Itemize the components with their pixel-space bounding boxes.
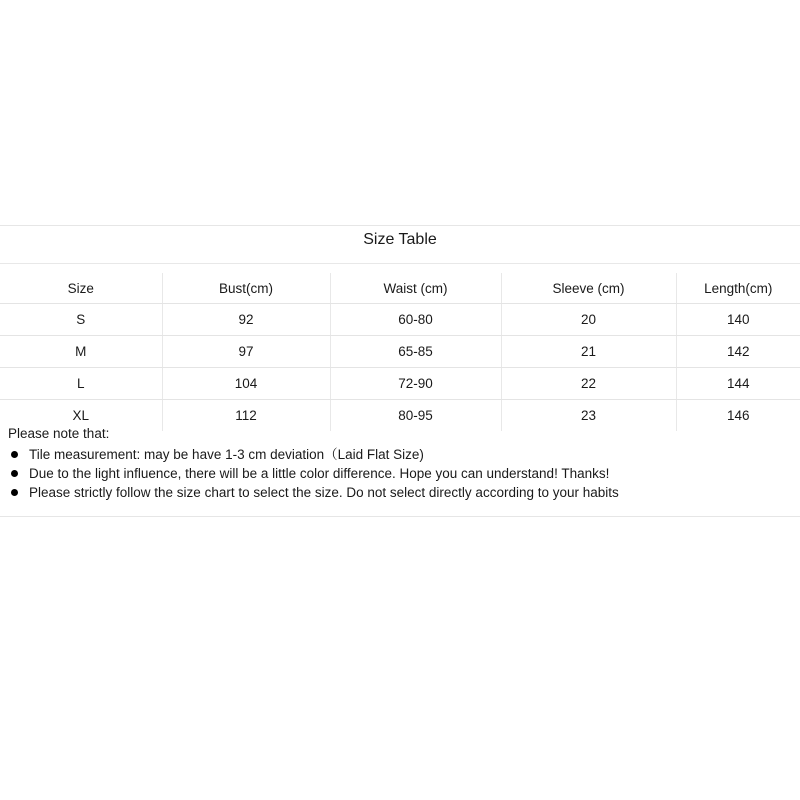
list-item (8, 464, 793, 483)
column-header-length: Length(cm) (676, 273, 800, 304)
list-item (8, 445, 793, 464)
waist-cell: 65-85 (330, 336, 501, 368)
bullet-icon (11, 470, 18, 477)
waist-cell: 72-90 (330, 368, 501, 400)
bust-cell: 92 (162, 304, 330, 336)
sleeve-cell: 21 (501, 336, 676, 368)
note-text: Tile measurement: may be have 1-3 cm deviation（Laid Flat Size) (29, 447, 424, 462)
bullet-icon (11, 489, 18, 496)
note-text: Due to the light influence, there will be a little color difference. Hope you can understand! Thanks! (29, 466, 610, 481)
size-cell: S (0, 304, 162, 336)
notes-heading: Please note that: (8, 426, 110, 441)
sleeve-cell: 20 (501, 304, 676, 336)
column-header-waist: Waist (cm) (330, 273, 501, 304)
column-header-bust: Bust(cm) (162, 273, 330, 304)
table-header-row (0, 273, 800, 304)
waist-cell: 60-80 (330, 304, 501, 336)
bullet-icon (11, 451, 18, 458)
waist-cell: 80-95 (330, 400, 501, 432)
table-row (0, 304, 800, 336)
bust-cell: 112 (162, 400, 330, 432)
length-cell: 140 (676, 304, 800, 336)
table-row (0, 368, 800, 400)
notes-section (8, 425, 793, 502)
sleeve-cell: 23 (501, 400, 676, 432)
notes-list (8, 445, 793, 502)
size-table (0, 273, 800, 431)
length-cell: 146 (676, 400, 800, 432)
size-table-title: Size Table (363, 231, 437, 248)
length-cell: 144 (676, 368, 800, 400)
size-cell: L (0, 368, 162, 400)
bust-cell: 104 (162, 368, 330, 400)
column-header-sleeve: Sleeve (cm) (501, 273, 676, 304)
size-cell: M (0, 336, 162, 368)
title-divider (0, 263, 800, 264)
table-row (0, 336, 800, 368)
size-chart (0, 225, 800, 517)
size-cell: XL (72, 408, 89, 423)
column-header-size: Size (0, 273, 162, 304)
length-cell: 142 (676, 336, 800, 368)
bust-cell: 97 (162, 336, 330, 368)
note-text: Please strictly follow the size chart to select the size. Do not select directly according to your habits (29, 485, 619, 500)
list-item (8, 483, 793, 502)
sleeve-cell: 22 (501, 368, 676, 400)
